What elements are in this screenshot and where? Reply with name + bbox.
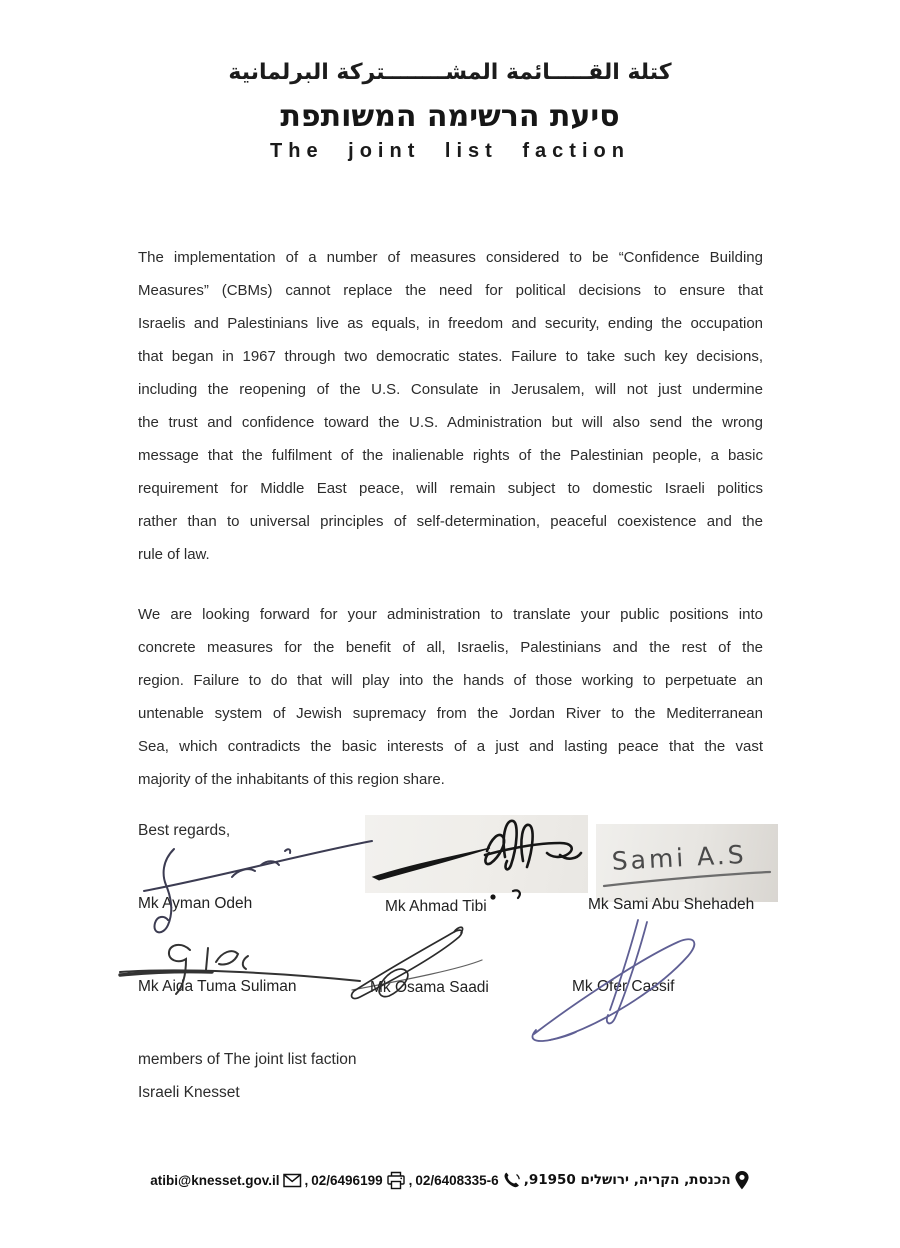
footer-separator: , xyxy=(304,1172,309,1188)
body-line: We are looking forward for your administration to translate your public positions into xyxy=(138,606,763,623)
footer-separator: , xyxy=(408,1172,413,1188)
body-line: Measures” (CBMs) cannot replace the need for political decisions to ensure that xyxy=(138,282,763,299)
ayman-odeh-signature xyxy=(128,833,388,948)
body-line: untenable system of Jewish supremacy from the Jordan River to the Mediterranean xyxy=(138,705,763,722)
footer-contact-line xyxy=(0,1160,900,1200)
body-line: majority of the inhabitants of this region share. xyxy=(138,771,445,788)
title-hebrew: סיעת הרשימה המשותפת xyxy=(280,99,620,134)
printer-icon xyxy=(386,1171,406,1190)
body-line: region. Failure to do that will play into the hands of those working to perpetuate an xyxy=(138,672,763,689)
body-line: Israelis and Palestinians live as equals, in freedom and security, ending the occupation xyxy=(138,315,763,332)
fax-number: 02/6496199 xyxy=(311,1172,383,1188)
body-line: the trust and confidence toward the U.S. Administration but will also send the wrong xyxy=(138,414,763,431)
body-line: Sea, which contradicts the basic interests of a just and lasting peace that the vast xyxy=(138,738,763,755)
body-line: that began in 1967 through two democratic states. Failure to take such key decisions, xyxy=(138,348,763,365)
body-line: including the reopening of the U.S. Consulate in Jerusalem, will not just undermine xyxy=(138,381,763,398)
osama-saadi-signature xyxy=(340,915,570,1025)
body-line: The implementation of a number of measures considered to be “Confidence Building xyxy=(138,249,763,266)
signatory-name-sami-abu-shehadeh: Mk Sami Abu Shehadeh xyxy=(588,896,755,913)
body-line: message that the fulfilment of the inalienable rights of the Palestinian people, a basic xyxy=(138,447,763,464)
letter-body xyxy=(138,241,763,796)
phone-icon xyxy=(502,1171,521,1190)
address-text: הכנסת, הקריה, ירושלים 91950, xyxy=(523,1172,731,1188)
closing-salutation: Best regards, xyxy=(138,822,231,839)
signatory-name-ayman-odeh: Mk Ayman Odeh xyxy=(138,895,253,912)
letterhead xyxy=(0,0,900,164)
body-line: rule of law. xyxy=(138,546,210,563)
paragraph-2 xyxy=(138,598,763,796)
location-pin-icon xyxy=(734,1170,750,1191)
ahmad-tibi-signature-box xyxy=(365,815,588,893)
envelope-icon xyxy=(283,1173,302,1188)
signatory-name-aida-tuma-suliman: Mk Aida Tuma Suliman xyxy=(138,978,297,995)
paragraph-1 xyxy=(138,241,763,571)
members-line: members of The joint list faction xyxy=(138,1051,357,1068)
signatory-name-ofer-cassif: Mk Ofer Cassif xyxy=(572,978,675,995)
signatory-name-osama-saadi: Mk Osama Saadi xyxy=(370,979,489,996)
email-text: atibi@knesset.gov.il xyxy=(150,1172,280,1188)
aida-tuma-suliman-signature xyxy=(112,928,372,1013)
title-english: The joint list faction xyxy=(270,140,630,162)
signatory-name-ahmad-tibi: Mk Ahmad Tibi xyxy=(385,898,487,915)
sami-signature-text: Sami A.S xyxy=(611,839,748,876)
title-arabic: كتلة القـــــائمة المشــــــــتركة البرلمانية xyxy=(228,60,672,85)
body-line: concrete measures for the benefit of all, Israelis, Palestinians and the rest of the xyxy=(138,639,763,656)
sami-abu-shehadeh-signature-box xyxy=(596,824,778,902)
knesset-line: Israeli Knesset xyxy=(138,1084,240,1101)
body-line: rather than to universal principles of self-determination, peaceful coexistence and the xyxy=(138,513,763,530)
phone-number: 02/6408335-6 xyxy=(415,1172,499,1188)
body-line: requirement for Middle East peace, will remain subject to domestic Israeli politics xyxy=(138,480,763,497)
